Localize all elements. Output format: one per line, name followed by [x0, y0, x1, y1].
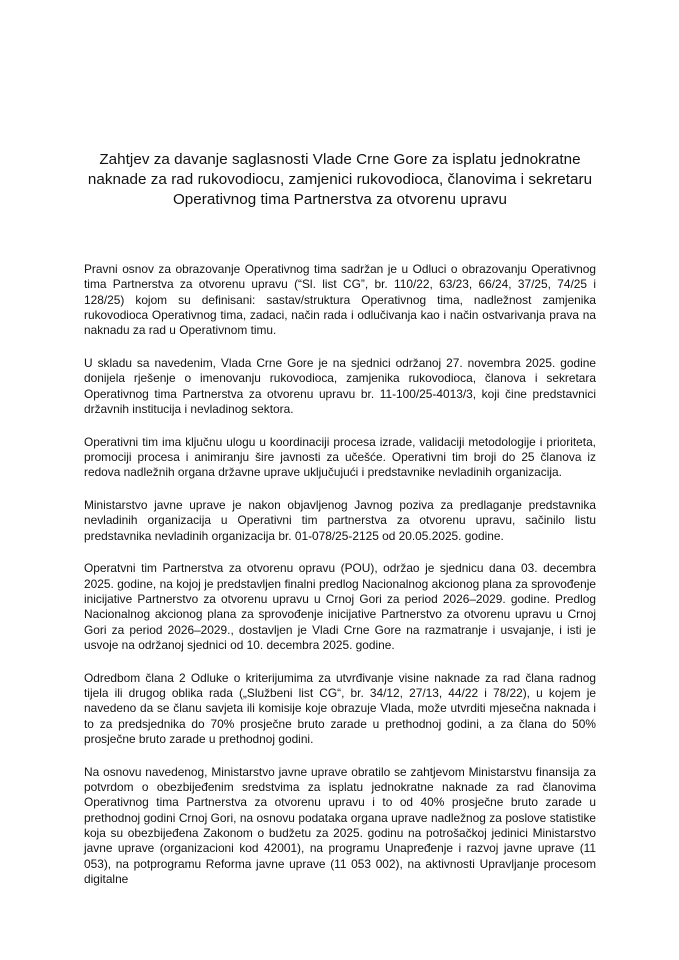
document-title	[60, 150, 620, 210]
paragraph-team-role: Operativni tim ima ključnu ulogu u koordinaciji procesa izrade, validaciji metodologije i prioriteta, promociji procesa i animiranju šire javnosti za učešće. Operativni tim broji do 25 članova iz redova nadležnih organa državne uprave uključujući i predstavnike nevladinih organizacija.	[84, 434, 596, 480]
paragraph-legal-basis: Pravni osnov za obrazovanje Operativnog tima sadržan je u Odluci o obrazovanju Operativnog tima Partnerstva za otvorenu upravu (“Sl. list CG”, br. 110/22, 63/23, 66/24, 37/25, 74/25 i 128/25) kojom su definisani: sastav/struktura Operativnog tima, nadležnost zamjenika rukovodioca Operativnog tima, zadaci, način rada i odlučivanja kao i način ostvarivanja prava na naknadu za rad u Operativnom timu.	[84, 262, 596, 338]
paragraph-government-decision: U skladu sa navedenim, Vlada Crne Gore je na sjednici održanoj 27. novembra 2025. godine donijela rješenje o imenovanju rukovodioca, zamjenika rukovodioca, članova i sekretara Operativnog tima Partnerstva za otvorenu upravu br. 11-100/25-4013/3, koji čine predstavnici državnih institucija i nevladinog sektora.	[84, 355, 596, 416]
title-line: Operativnog tima Partnerstva za otvorenu upravu	[172, 191, 508, 208]
paragraph-ngo-list: Ministarstvo javne uprave je nakon objavljenog Javnog poziva za predlaganje predstavnika nevladinih organizacija u Operativni tim partnerstva za otvorenu upravu, sačinilo listu predstavnika nevladinih organizacija br. 01-078/25-2125 od 20.05.2025. godine.	[84, 498, 596, 543]
paragraph-compensation-rule: Odredbom člana 2 Odluke o kriterijumima za utvrđivanje visine naknade za rad člana radnog tijela ili drugog oblika rada („Službeni list CG“, br. 34/12, 27/13, 44/22 i 78/22), u kojem je navedeno da se članu savjeta ili komisije koje obrazuje Vlada, može utvrditi mjesečna naknada i to za predsjednika do 70% prosječne bruto zarade u prethodnoj godini, a za člana do 50% prosječne bruto zarade u prethodnoj godini.	[84, 670, 596, 746]
paragraph-team-session: Operatvni tim Partnerstva za otvorenu opravu (POU), održao je sjednicu dana 03. decembra 2025. godine, na kojoj je predstavljen finalni predlog Nacionalnog akcionog plana za sprovođenje inicijative Partnerstvo za otvorenu upravu u Crnoj Gori za period 2026–2029. godine. Predlog Nacionalnog akcionog plana za sprovođenje inicijative Partnerstvo za otvorenu upravu u Crnoj Gori za period 2026–2029., dostavljen je Vladi Crne Gore na razmatranje i usvajanje, i isti je usvoje na održanoj sjednici od 10. decembra 2025. godine.	[84, 561, 596, 652]
title-line: naknade za rad rukovodiocu, zamjenici rukovodioca, članovima i sekretaru	[87, 171, 593, 188]
document-body	[84, 262, 596, 887]
paragraph-funding-request: Na osnovu navedenog, Ministarstvo javne uprave obratilo se zahtjevom Ministarstvu finansija za potvrdom o obezbijeđenim sredstvima za isplatu jednokratne naknade za rad članovima Operativnog tima Partnerstva za otvorenu upravu i to od 40% prosječne bruto zarade u prethodnoj godini Crnoj Gori, na osnovu podataka organa uprave nadležnog za poslove statistike koja su obezbijeđena Zakonom o budžetu za 2025. godinu na potrošačkoj jedinici Ministarstvo javne uprave (organizacioni kod 42001), na programu Unapređenje i razvoj javne uprave (11 053), na potprogramu Reforma javne uprave (11 053 002), na aktivnosti Upravljanje procesom digitalne	[84, 764, 596, 886]
title-line: Zahtjev za davanje saglasnosti Vlade Crne Gore za isplatu jednokratne	[99, 151, 581, 168]
